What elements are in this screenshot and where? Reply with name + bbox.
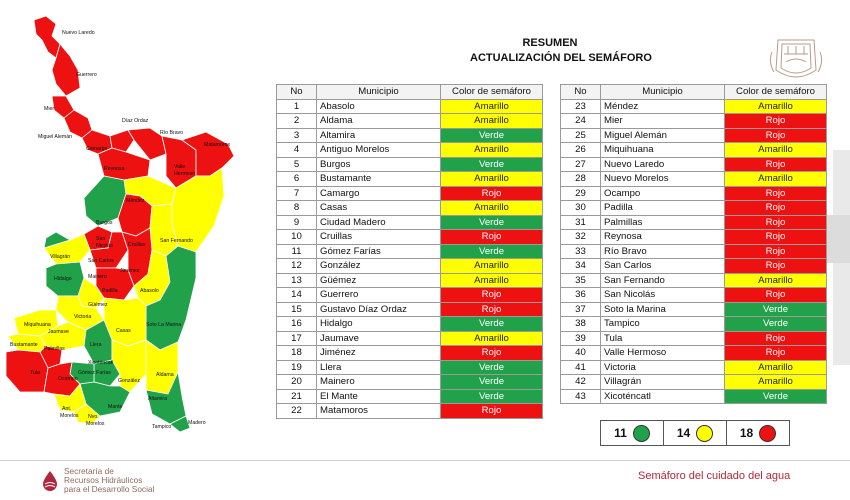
table-row	[561, 331, 827, 346]
table-row	[277, 389, 543, 404]
map-label-padilla: Padilla	[102, 288, 118, 294]
municipio-name: Cruillas	[317, 230, 441, 245]
municipio-name: Palmillas	[601, 215, 725, 230]
row-number: 15	[277, 302, 317, 317]
row-number: 2	[277, 114, 317, 129]
row-number: 42	[561, 375, 601, 390]
map-label-jimenez: Jiménez	[120, 268, 140, 274]
table-row	[277, 360, 543, 375]
row-number: 19	[277, 360, 317, 375]
org-line-2: Recursos Hidráulicos	[64, 475, 143, 485]
semaforo-status: Verde	[441, 375, 543, 390]
semaforo-status: Amarillo	[441, 143, 543, 158]
row-number: 41	[561, 360, 601, 375]
map-label-mier: Mier	[44, 106, 55, 112]
map-label-san-fernando: San Fernando	[160, 238, 193, 244]
municipio-name: Altamira	[317, 128, 441, 143]
row-number: 16	[277, 317, 317, 332]
row-number: 35	[561, 273, 601, 288]
municipio-name: Gómez Farías	[317, 244, 441, 259]
semaforo-status: Rojo	[441, 346, 543, 361]
map-label-cruillas: Cruillas	[128, 242, 146, 248]
row-number: 31	[561, 215, 601, 230]
semaforo-table-right	[560, 84, 827, 404]
municipio-name: Soto la Marina	[601, 302, 725, 317]
map-label-rio-bravo: Río Bravo	[160, 130, 184, 136]
row-number: 30	[561, 201, 601, 216]
semaforo-status: Verde	[725, 317, 827, 332]
table-row	[561, 273, 827, 288]
table-row	[561, 186, 827, 201]
row-number: 10	[277, 230, 317, 245]
row-number: 21	[277, 389, 317, 404]
municipio-name: Ocampo	[601, 186, 725, 201]
semaforo-status: Verde	[441, 157, 543, 172]
semaforo-status: Rojo	[725, 186, 827, 201]
table-row	[561, 259, 827, 274]
row-number: 20	[277, 375, 317, 390]
municipio-name: Méndez	[601, 99, 725, 114]
row-number: 29	[561, 186, 601, 201]
map-label-valle-hermoso-2: Hermoso	[174, 171, 196, 177]
table-row	[561, 244, 827, 259]
semaforo-status: Rojo	[725, 259, 827, 274]
row-number: 33	[561, 244, 601, 259]
map-region-reynosa	[98, 148, 150, 180]
municipio-name: Casas	[317, 201, 441, 216]
semaforo-status: Rojo	[725, 215, 827, 230]
table-row	[561, 143, 827, 158]
table-row	[561, 346, 827, 361]
municipio-name: Llera	[317, 360, 441, 375]
map-label-mainero: Mainero	[88, 274, 107, 280]
map-label-ocampo: Ocampo	[58, 376, 78, 382]
municipio-name: Güémez	[317, 273, 441, 288]
table-header-row	[277, 85, 543, 100]
table-row	[277, 128, 543, 143]
map-label-tampico: Tampico	[152, 424, 172, 430]
row-number: 12	[277, 259, 317, 274]
table-row	[561, 157, 827, 172]
municipio-name: Ciudad Madero	[317, 215, 441, 230]
table-row	[561, 114, 827, 129]
row-number: 24	[561, 114, 601, 129]
row-number: 7	[277, 186, 317, 201]
map-label-palmillas: Palmillas	[44, 346, 65, 352]
table-row	[277, 114, 543, 129]
legend-yellow	[664, 421, 727, 445]
green-dot-icon	[633, 425, 650, 442]
map-label-burgos: Burgos	[96, 220, 113, 226]
map-label-camargo: Camargo	[86, 146, 108, 152]
org-line-3: para el Desarrollo Social	[64, 484, 155, 494]
municipio-name: Bustamante	[317, 172, 441, 187]
map-label-mante: Mante	[108, 404, 123, 410]
semaforo-status: Verde	[441, 244, 543, 259]
row-number: 13	[277, 273, 317, 288]
semaforo-status: Amarillo	[441, 114, 543, 129]
map-label-matamoros: Matamoros	[204, 142, 230, 148]
municipio-name: Jaumave	[317, 331, 441, 346]
legend-yellow-count: 14	[676, 426, 691, 440]
semaforo-status: Rojo	[725, 157, 827, 172]
header-no: No	[561, 85, 601, 100]
header-no: No	[277, 85, 317, 100]
row-number: 28	[561, 172, 601, 187]
table-row	[561, 99, 827, 114]
table-row	[277, 288, 543, 303]
tamaulipas-map	[0, 0, 270, 440]
table-row	[561, 389, 827, 404]
semaforo-status: Amarillo	[441, 201, 543, 216]
row-number: 37	[561, 302, 601, 317]
map-region-tula	[6, 350, 48, 392]
map-region-nuevo-laredo	[34, 16, 60, 58]
municipio-name: Matamoros	[317, 404, 441, 419]
table-row	[277, 346, 543, 361]
table-row	[277, 157, 543, 172]
semaforo-status: Verde	[441, 389, 543, 404]
map-label-antiguo-morelos-1: Ant.	[62, 406, 72, 412]
table-row	[277, 143, 543, 158]
row-number: 40	[561, 346, 601, 361]
semaforo-status: Rojo	[441, 404, 543, 419]
semaforo-status: Rojo	[725, 128, 827, 143]
row-number: 5	[277, 157, 317, 172]
organization-name	[64, 467, 154, 494]
legend-red-count: 18	[739, 426, 754, 440]
table-row	[277, 273, 543, 288]
map-label-llera: Llera	[90, 342, 102, 348]
header-municipio: Municipio	[601, 85, 725, 100]
map-label-hidalgo: Hidalgo	[54, 276, 72, 282]
map-label-miguel-aleman: Miguel Alemán	[38, 134, 73, 140]
municipio-name: Mier	[601, 114, 725, 129]
map-label-altamira: Altamira	[148, 396, 168, 402]
municipio-name: Hidalgo	[317, 317, 441, 332]
map-label-abasolo: Abasolo	[140, 288, 159, 294]
semaforo-status: Verde	[441, 360, 543, 375]
table-row	[277, 172, 543, 187]
semaforo-status: Amarillo	[725, 360, 827, 375]
municipio-name: Mainero	[317, 375, 441, 390]
semaforo-status: Rojo	[725, 346, 827, 361]
table-row	[561, 230, 827, 245]
municipio-name: Tampico	[601, 317, 725, 332]
municipio-name: Camargo	[317, 186, 441, 201]
map-label-san-carlos: San Carlos	[88, 258, 114, 264]
map-label-miquihuana: Miquihuana	[24, 322, 51, 328]
row-number: 26	[561, 143, 601, 158]
water-drop-logo-icon	[40, 470, 60, 492]
municipio-name: Jiménez	[317, 346, 441, 361]
semaforo-status: Amarillo	[441, 331, 543, 346]
municipio-name: Padilla	[601, 201, 725, 216]
row-number: 3	[277, 128, 317, 143]
semaforo-table-left	[276, 84, 543, 419]
row-number: 18	[277, 346, 317, 361]
municipio-name: Nuevo Morelos	[601, 172, 725, 187]
table-row	[277, 404, 543, 419]
row-number: 38	[561, 317, 601, 332]
row-number: 11	[277, 244, 317, 259]
semaforo-status: Verde	[725, 389, 827, 404]
coat-of-arms-icon	[766, 32, 826, 86]
row-number: 22	[277, 404, 317, 419]
table-row	[561, 128, 827, 143]
table-row	[277, 317, 543, 332]
semaforo-status: Rojo	[725, 230, 827, 245]
row-number: 27	[561, 157, 601, 172]
semaforo-status: Rojo	[725, 244, 827, 259]
row-number: 43	[561, 389, 601, 404]
municipio-name: El Mante	[317, 389, 441, 404]
municipio-name: Abasolo	[317, 99, 441, 114]
table-row	[277, 244, 543, 259]
map-label-jaumave: Jaumave	[48, 329, 70, 335]
map-label-nuevo-morelos-2: Morelos	[86, 421, 105, 427]
table-header-row	[561, 85, 827, 100]
municipio-name: Río Bravo	[601, 244, 725, 259]
semaforo-status: Amarillo	[441, 172, 543, 187]
municipio-name: San Nicolás	[601, 288, 725, 303]
municipio-name: Valle Hermoso	[601, 346, 725, 361]
row-number: 25	[561, 128, 601, 143]
municipio-name: Nuevo Laredo	[601, 157, 725, 172]
semaforo-status: Rojo	[725, 114, 827, 129]
semaforo-status: Rojo	[441, 230, 543, 245]
municipio-name: Victoria	[601, 360, 725, 375]
municipio-name: Miquihuana	[601, 143, 725, 158]
map-label-valle-hermoso-1: Valle	[174, 164, 186, 170]
municipio-name: San Carlos	[601, 259, 725, 274]
row-number: 9	[277, 215, 317, 230]
map-label-mendez: Méndez	[126, 198, 145, 204]
header-color: Color de semáforo	[725, 85, 827, 100]
municipio-name: Antiguo Morelos	[317, 143, 441, 158]
semaforo-status: Amarillo	[725, 375, 827, 390]
semaforo-status: Verde	[441, 317, 543, 332]
semaforo-status: Rojo	[441, 288, 543, 303]
header-color: Color de semáforo	[441, 85, 543, 100]
legend-green	[601, 421, 664, 445]
map-label-soto-la-marina: Soto La Marina	[146, 322, 182, 328]
semaforo-status: Verde	[725, 302, 827, 317]
map-label-villagran: Villagrán	[50, 254, 71, 260]
semaforo-status: Amarillo	[725, 273, 827, 288]
municipio-name: San Fernando	[601, 273, 725, 288]
row-number: 23	[561, 99, 601, 114]
table-row	[561, 172, 827, 187]
table-row	[277, 230, 543, 245]
semaforo-status: Amarillo	[725, 172, 827, 187]
semaforo-status: Rojo	[441, 186, 543, 201]
map-label-gonzalez: González	[118, 378, 140, 384]
semaforo-status: Amarillo	[725, 99, 827, 114]
row-number: 17	[277, 331, 317, 346]
title-line-1: RESUMEN	[522, 37, 578, 49]
municipio-name: Reynosa	[601, 230, 725, 245]
semaforo-status: Rojo	[725, 331, 827, 346]
municipio-name: Gustavo Díaz Ordaz	[317, 302, 441, 317]
map-label-diaz-ordaz: Díaz Ordaz	[122, 118, 149, 124]
row-number: 34	[561, 259, 601, 274]
municipio-name: Burgos	[317, 157, 441, 172]
row-number: 36	[561, 288, 601, 303]
map-label-nuevo-morelos-1: Nvo.	[88, 414, 99, 420]
table-row	[561, 215, 827, 230]
footer-divider	[0, 460, 850, 461]
semaforo-status: Verde	[441, 128, 543, 143]
map-label-victoria: Victoria	[74, 314, 92, 320]
row-number: 32	[561, 230, 601, 245]
table-row	[277, 375, 543, 390]
map-label-aldama: Aldama	[156, 372, 174, 378]
table-row	[561, 317, 827, 332]
map-label-madero: Madero	[188, 420, 206, 426]
background-stripe-notch	[826, 215, 850, 263]
semaforo-status: Amarillo	[441, 259, 543, 274]
municipio-name: Guerrero	[317, 288, 441, 303]
map-label-guerrero: Guerrero	[76, 72, 97, 78]
table-row	[561, 360, 827, 375]
map-label-guemez: Güémez	[88, 302, 108, 308]
municipio-name: Miguel Alemán	[601, 128, 725, 143]
municipio-name: González	[317, 259, 441, 274]
table-row	[561, 375, 827, 390]
org-line-1: Secretaría de	[64, 466, 114, 476]
legend-green-count: 11	[614, 426, 627, 440]
map-label-casas: Casas	[116, 328, 131, 334]
table-row	[277, 331, 543, 346]
map-region-gonzalez	[112, 340, 146, 392]
map-label-xicotencatl: Xicoténcatl	[88, 360, 114, 366]
table-row	[561, 201, 827, 216]
row-number: 39	[561, 331, 601, 346]
map-label-tula: Tula	[30, 370, 40, 376]
row-number: 1	[277, 99, 317, 114]
row-number: 4	[277, 143, 317, 158]
page-title	[470, 36, 652, 66]
table-row	[277, 302, 543, 317]
row-number: 8	[277, 201, 317, 216]
red-dot-icon	[759, 425, 776, 442]
table-row	[277, 186, 543, 201]
semaforo-status: Rojo	[725, 201, 827, 216]
summary-legend	[600, 420, 790, 446]
map-label-antiguo-morelos-2: Morelos	[60, 413, 79, 419]
semaforo-status: Amarillo	[725, 143, 827, 158]
row-number: 14	[277, 288, 317, 303]
semaforo-status: Rojo	[441, 302, 543, 317]
title-line-2: ACTUALIZACIÓN DEL SEMÁFORO	[470, 52, 652, 64]
map-label-san-nicolas-1: San	[96, 236, 106, 242]
map-label-reynosa: Reynosa	[104, 166, 125, 172]
map-label-nuevo-laredo: Nuevo Laredo	[62, 30, 95, 36]
semaforo-status: Verde	[441, 215, 543, 230]
table-row	[277, 201, 543, 216]
map-label-san-nicolas-2: Nicolás	[96, 243, 114, 249]
header-municipio: Municipio	[317, 85, 441, 100]
municipio-name: Tula	[601, 331, 725, 346]
municipio-name: Xicoténcatl	[601, 389, 725, 404]
semaforo-status: Amarillo	[441, 99, 543, 114]
legend-red	[727, 421, 789, 445]
table-row	[277, 99, 543, 114]
table-row	[277, 215, 543, 230]
table-row	[277, 259, 543, 274]
table-row	[561, 288, 827, 303]
yellow-dot-icon	[696, 425, 713, 442]
semaforo-status: Amarillo	[441, 273, 543, 288]
municipio-name: Villagrán	[601, 375, 725, 390]
footer-slogan: Semáforo del cuidado del agua	[638, 470, 791, 482]
table-row	[561, 302, 827, 317]
map-label-gomez-farias: Gómez Farías	[78, 370, 111, 376]
row-number: 6	[277, 172, 317, 187]
municipio-name: Aldama	[317, 114, 441, 129]
semaforo-status: Rojo	[725, 288, 827, 303]
map-label-bustamante: Bustamante	[10, 342, 38, 348]
